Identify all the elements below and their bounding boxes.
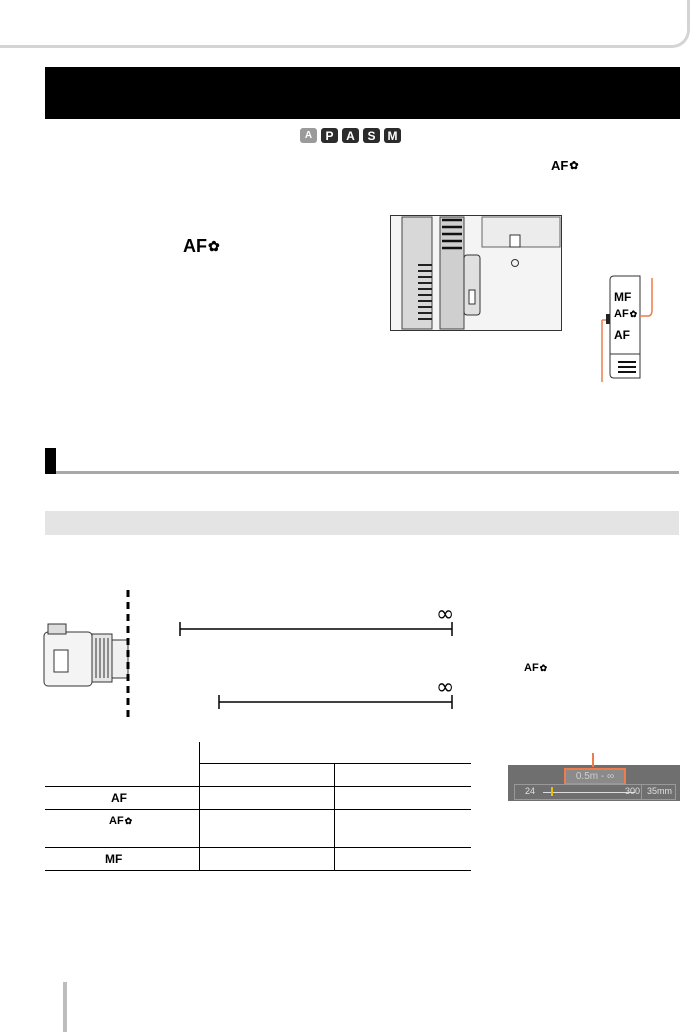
macro-flower-icon: ✿ (539, 662, 548, 673)
row-label-af-macro (45, 810, 200, 848)
focus-range-diagram (40, 588, 470, 723)
table-cell (335, 848, 472, 871)
table-cell (200, 848, 335, 871)
section-title-bar (45, 67, 680, 119)
table-cell (335, 810, 472, 848)
mode-icons (300, 128, 401, 143)
subheading-bar (45, 511, 679, 535)
macro-flower-icon: ✿ (124, 815, 133, 826)
readout-callout-line (592, 753, 594, 767)
af-macro-icon-side (524, 662, 547, 674)
af-macro-icon-text: AF (551, 158, 569, 173)
zoom-bar-divider (641, 785, 642, 799)
camera-side-icon (44, 624, 128, 686)
macro-flower-icon: ✿ (569, 160, 579, 172)
zoom-bar-indicator (551, 787, 553, 796)
table-cell (200, 787, 335, 810)
af-macro-icon (551, 158, 579, 173)
macro-flower-icon: ✿ (629, 308, 638, 319)
table-cell (335, 787, 472, 810)
row-label-mf: MF (45, 848, 200, 871)
table-row (45, 787, 471, 810)
table-row (45, 810, 471, 848)
table-cell (200, 810, 335, 848)
table-header-cell (335, 764, 472, 787)
af-macro-icon-text: AF (183, 236, 207, 256)
af-macro-icon-text: AF (524, 662, 539, 674)
section-heading-bar (45, 448, 679, 474)
camera-lens-illustration (390, 215, 562, 331)
infinity-symbol: ∞ (436, 602, 455, 627)
zoom-bar-min: 24 (525, 786, 536, 796)
focus-range-table (45, 742, 471, 871)
zoom-bar (514, 784, 676, 800)
row-label-af: AF (45, 787, 200, 810)
zoom-bar-track (543, 792, 635, 793)
table-header-cell (45, 742, 200, 787)
table-header-cell (200, 742, 472, 764)
switch-label-af-macro-text: AF (614, 308, 629, 320)
section-heading-rule (56, 471, 679, 474)
zoom-bar-max: 300 (625, 786, 641, 796)
mode-icon-m: M (384, 128, 401, 143)
af-macro-icon-step (183, 236, 220, 257)
switch-label-mf: MF (614, 290, 632, 304)
focus-switch-illustration (588, 270, 658, 384)
infinity-symbol: ∞ (436, 675, 455, 700)
page-sidebar-accent (63, 982, 67, 1032)
mode-icon-s: S (363, 128, 380, 143)
lcd-readout-panel (508, 765, 680, 801)
macro-flower-icon: ✿ (208, 238, 220, 254)
switch-label-af: AF (614, 328, 630, 342)
mode-icon-intelligent-auto: A (300, 128, 317, 143)
page-frame (0, 0, 690, 48)
table-row (45, 848, 471, 871)
mode-icon-p: P (321, 128, 338, 143)
table-header-cell (200, 764, 335, 787)
switch-label-af-macro (614, 308, 637, 320)
row-label-af-macro-text: AF (109, 815, 124, 827)
focus-distance-readout: 0.5m - ∞ (564, 768, 626, 785)
section-heading-marker (45, 448, 56, 474)
zoom-bar-focal: 35mm (647, 786, 673, 796)
mode-icon-a: A (342, 128, 359, 143)
